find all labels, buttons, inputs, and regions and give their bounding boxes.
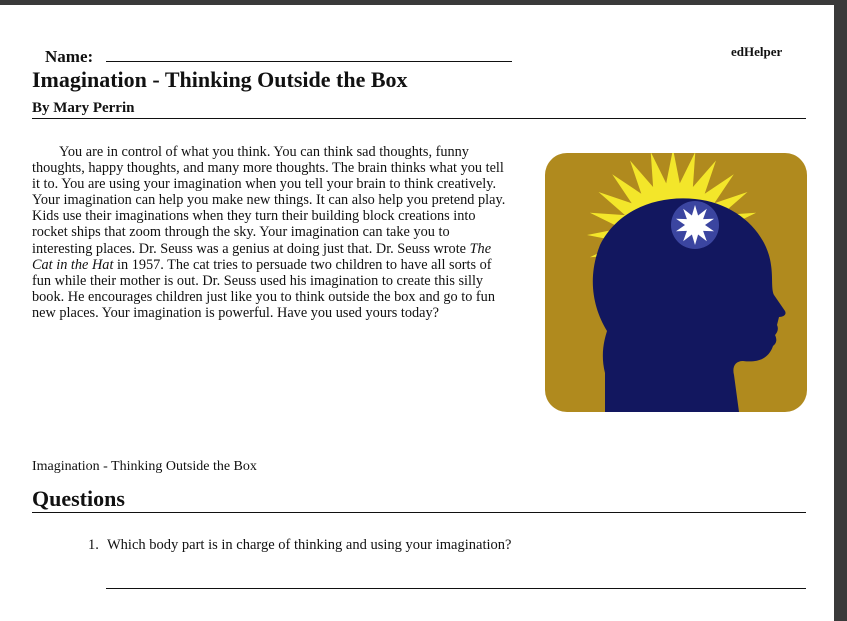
- questions-divider: [32, 512, 806, 513]
- question-number: 1.: [88, 537, 99, 553]
- paragraph-text-part1: You are in control of what you think. You can think sad thoughts, funny thoughts, happy thoughts, and many more thoughts. The brain thinks what you tell it to. You are using your imagination when you tell your brain to think creatively. Your imagination can help you make new things. It can also help you pretend play. Kids use their imaginations when they turn their building block creations into rocket ships that zoom through the sky. Your imagination can take you to interesting places. Dr. Seuss was a genius at doing just that. Dr. Seuss wrote: [32, 144, 506, 257]
- article-byline: By Mary Perrin: [32, 100, 135, 116]
- name-input-line[interactable]: [106, 61, 512, 62]
- questions-heading: Questions: [32, 486, 125, 511]
- name-label: Name:: [45, 47, 94, 66]
- brand-label: edHelper: [731, 44, 783, 59]
- answer-line[interactable]: [106, 588, 806, 589]
- book-title: The Cat in the Hat: [32, 240, 492, 273]
- head-sunburst-illustration: [545, 153, 807, 412]
- question-text: Which body part is in charge of thinking and using your imagination?: [107, 537, 512, 553]
- question-item: [88, 537, 511, 554]
- article-title: Imagination - Thinking Outside the Box: [32, 67, 408, 92]
- spark-icon: [671, 201, 719, 249]
- worksheet-page: [0, 5, 834, 621]
- article-paragraph: [32, 144, 508, 321]
- header-divider: [32, 118, 806, 119]
- paragraph-text-part2: in 1957. The cat tries to persuade two children to have all sorts of fun while their mother is out. Dr. Seuss used his imagination to create this silly book. He encourages children just like you to think outside the box and go to fun new places. Your imagination is powerful. Have you used yours today?: [32, 256, 495, 321]
- running-title: Imagination - Thinking Outside the Box: [32, 459, 257, 474]
